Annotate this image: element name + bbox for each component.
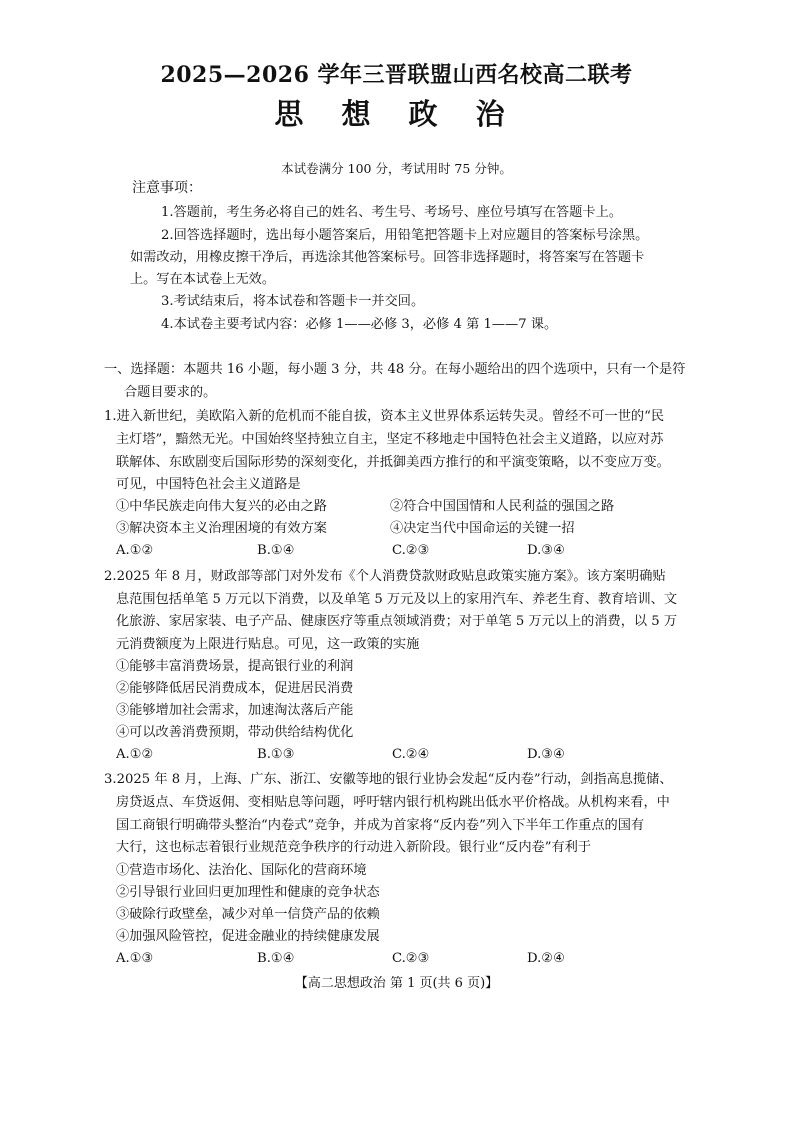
subject-title: 思 想 政 治 — [274, 97, 519, 131]
notice-line: 上。写在本试卷上无效。 — [130, 272, 276, 287]
exam-info: 本试卷满分 100 分，考试用时 75 分钟。 — [281, 161, 512, 176]
q3-stem: 国工商银行明确带头整治“内卷式”竞争，并成为首家将“反内卷”列入下半年工作重点的国有 — [116, 818, 645, 833]
q2-item: ①能够丰富消费场景，提高银行业的利润 — [116, 659, 354, 674]
q2-item: ④可以改善消费预期，带动供给结构优化 — [116, 725, 354, 740]
q1-item: ④决定当代中国命运的关键一招 — [390, 521, 575, 536]
notice-line: 如需改动，用橡皮擦干净后，再选涂其他答案标号。回答非选择题时，将答案写在答题卡 — [130, 250, 645, 265]
q2-choice-d: D.③④ — [527, 747, 565, 762]
notice-line: 4.本试卷主要考试内容：必修 1——必修 3，必修 4 第 1——7 课。 — [161, 317, 558, 332]
q2-stem: 息范围包括单笔 5 万元以下消费，以及单笔 5 万元及以上的家用汽车、养老生育、教育培训、文 — [116, 592, 678, 607]
section-heading-cont: 合题目要求的。 — [124, 385, 217, 400]
notice-line: 1.答题前，考生务必将自己的姓名、考生号、考场号、座位号填写在答题卡上。 — [161, 205, 622, 220]
q3-item: ③破除行政壁垒，减少对单一信贷产品的依赖 — [116, 907, 380, 922]
q3-stem: 大行，这也标志着银行业规范竞争秩序的行动进入新阶段。银行业“反内卷”有利于 — [116, 840, 592, 855]
exam-title: 2025—2026 学年三晋联盟山西名校高二联考 — [160, 62, 633, 88]
q3-choice-c: C.②③ — [392, 951, 430, 966]
q1-choice-b: B.①④ — [257, 543, 295, 558]
q2-choice-b: B.①③ — [257, 747, 295, 762]
q1-item: ③解决资本主义治理困境的有效方案 — [116, 521, 327, 536]
q3-item: ①营造市场化、法治化、国际化的营商环境 — [116, 863, 367, 878]
page-footer: 【高二思想政治 第 1 页(共 6 页)】 — [294, 976, 499, 991]
q1-stem: 主灯塔”，黯然无光。中国始终坚持独立自主，坚定不移地走中国特色社会主义道路，以应对苏 — [116, 432, 664, 447]
q3-stem: 房贷返点、车贷返佣、变相贴息等问题，呼吁辖内银行机构跳出低水平价格战。从机构来看，中 — [116, 795, 670, 810]
q3-item: ④加强风险管控，促进金融业的持续健康发展 — [116, 929, 380, 944]
q2-choice-a: A.①② — [116, 747, 154, 762]
q2-choice-c: C.②④ — [392, 747, 430, 762]
q2-item: ②能够降低居民消费成本，促进居民消费 — [116, 681, 354, 696]
q2-item: ③能够增加社会需求，加速淘汰落后产能 — [116, 703, 354, 718]
notice-heading: 注意事项： — [132, 180, 202, 196]
q3-choice-b: B.①④ — [257, 951, 295, 966]
q3-choice-d: D.②④ — [527, 951, 565, 966]
q2-stem: 元消费额度为上限进行贴息。可见，这一政策的实施 — [116, 637, 420, 652]
q1-stem: 可见，中国特色社会主义道路是 — [116, 477, 301, 492]
q3-stem: 3.2025 年 8 月，上海、广东、浙江、安徽等地的银行业协会发起“反内卷”行动，剑指高息揽储、 — [104, 772, 673, 787]
section-heading: 一、选择题：本题共 16 小题，每小题 3 分，共 48 分。在每小题给出的四个选项中，只有一个是符 — [104, 362, 686, 377]
q3-item: ②引导银行业回归更加理性和健康的竞争状态 — [116, 885, 380, 900]
notice-line: 3.考试结束后，将本试卷和答题卡一并交回。 — [161, 294, 425, 309]
q2-stem: 2.2025 年 8 月，财政部等部门对外发布《个人消费贷款财政贴息政策实施方案》。该方案明确贴 — [104, 569, 666, 584]
q1-item: ②符合中国国情和人民利益的强国之路 — [390, 499, 615, 514]
q1-stem: 1.进入新世纪，美欧陷入新的危机而不能自拔，资本主义世界体系运转失灵。曾经不可一世的“民 — [104, 409, 665, 424]
q2-stem: 化旅游、家居家装、电子产品、健康医疗等重点领域消费；对于单笔 5 万元以上的消费，以 5 万 — [116, 614, 678, 629]
q1-choice-a: A.①② — [116, 543, 154, 558]
q1-stem: 联解体、东欧剧变后国际形势的深刻变化，并抵御美西方推行的和平演变策略，以不变应万变。 — [116, 455, 670, 470]
q1-choice-c: C.②③ — [392, 543, 430, 558]
q1-item: ①中华民族走向伟大复兴的必由之路 — [116, 499, 327, 514]
q1-choice-d: D.③④ — [527, 543, 565, 558]
notice-line: 2.回答选择题时，选出每小题答案后，用铅笔把答题卡上对应题目的答案标号涂黑。 — [161, 228, 649, 243]
q3-choice-a: A.①③ — [116, 951, 154, 966]
